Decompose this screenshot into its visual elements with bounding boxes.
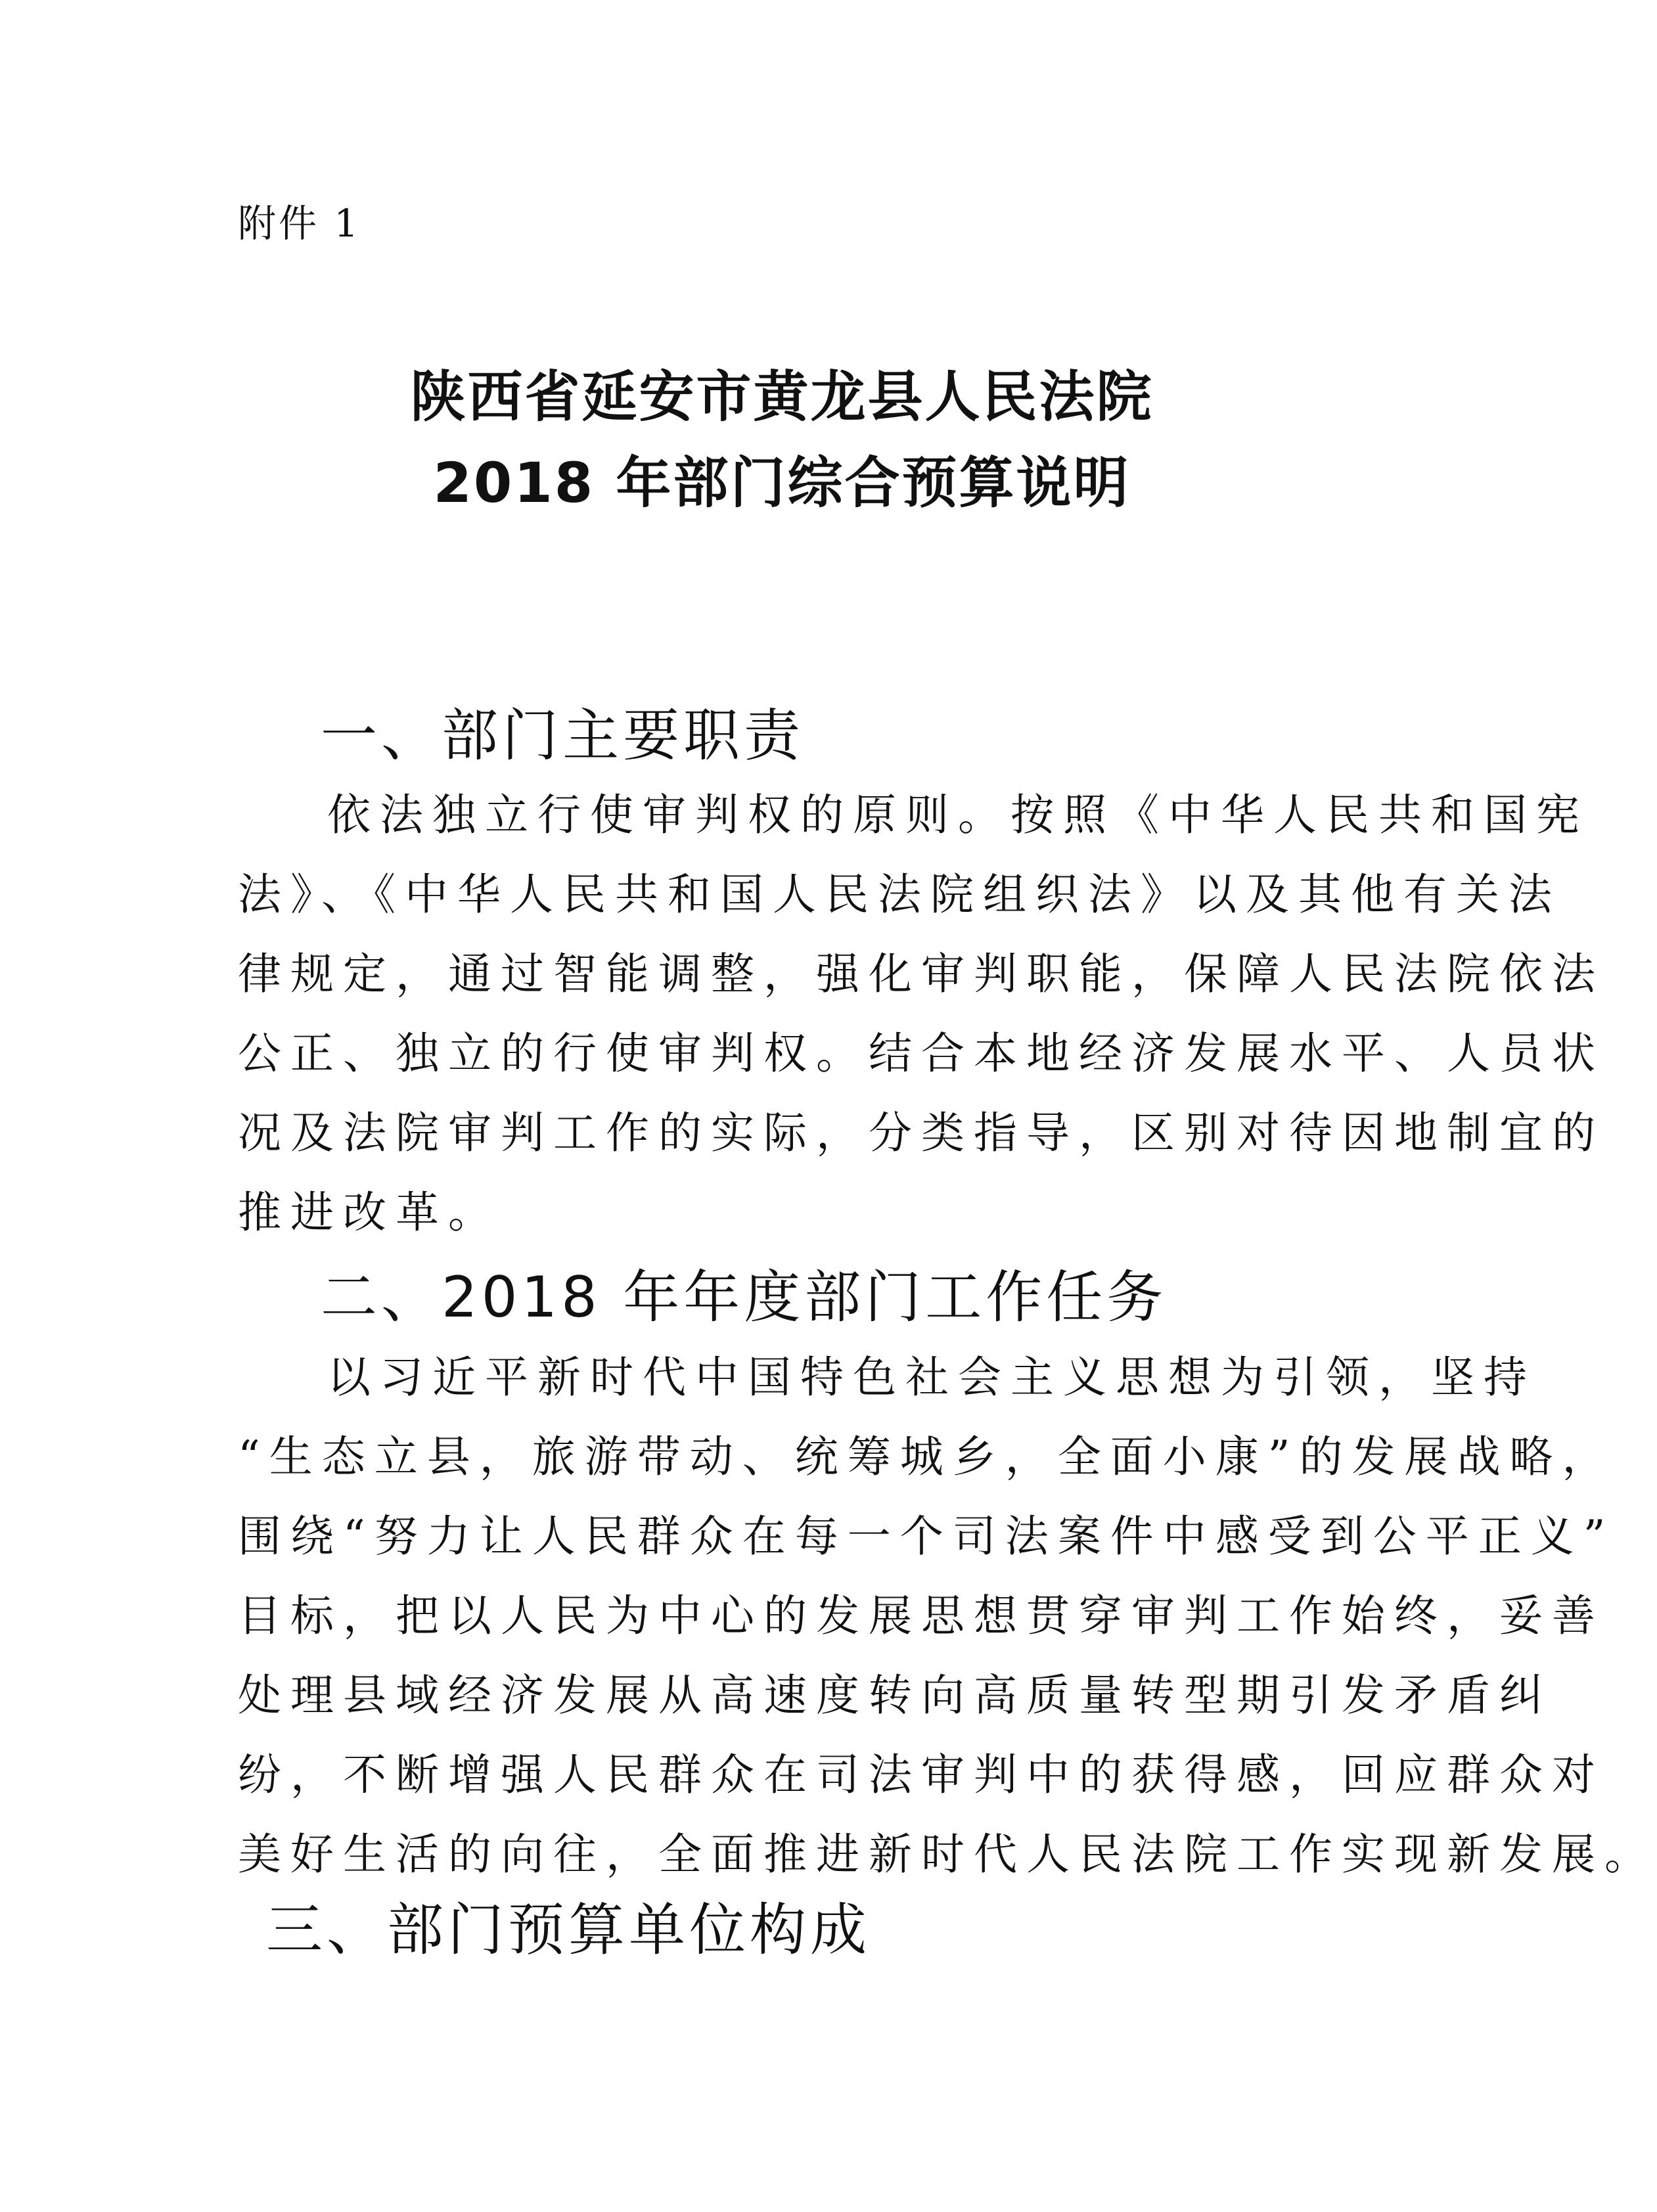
paragraph-line: 处理县域经济发展从高速度转向高质量转型期引发矛盾纠	[238, 1670, 1552, 1721]
section-body-annual-tasks	[238, 1338, 1657, 1894]
paragraph-line: 法》、《中华人民共和国人民法院组织法》以及其他有关法	[238, 869, 1561, 920]
paragraph-line: “生态立县，旅游带动、统筹城乡，全面小康”的发展战略，	[238, 1432, 1615, 1482]
paragraph-line: 美好生活的向往，全面推进新时代人民法院工作实现新发展。	[238, 1829, 1657, 1880]
section-heading-annual-tasks: 二、2018 年年度部门工作任务	[321, 1265, 1168, 1330]
paragraph-line: 纷，不断增强人民群众在司法审判中的获得感，回应群众对	[238, 1749, 1604, 1800]
section-heading-responsibilities: 一、部门主要职责	[321, 703, 804, 769]
section-body-responsibilities	[238, 775, 1604, 1252]
paragraph-line: 依法独立行使审判权的原则。按照《中华人民共和国宪	[327, 790, 1589, 840]
section-heading-budget-units: 三、部门预算单位构成	[266, 1897, 871, 1963]
paragraph-line: 目标，把以人民为中心的发展思想贯穿审判工作始终，妥善	[238, 1591, 1604, 1641]
paragraph-line: 律规定，通过智能调整，强化审判职能，保障人民法院依法	[238, 949, 1604, 999]
paragraph-line: 推进改革。	[238, 1187, 501, 1238]
paragraph-line: 公正、独立的行使审判权。结合本地经济发展水平、人员状	[238, 1028, 1604, 1079]
paragraph-line: 况及法院审判工作的实际，分类指导，区别对待因地制宜的	[238, 1108, 1604, 1158]
document-title-line-2: 2018 年部门综合预算说明	[433, 451, 1131, 515]
paragraph-line: 围绕“努力让人民群众在每一个司法案件中感受到公平正义”	[238, 1511, 1615, 1562]
document-title-line-1: 陕西省延安市黄龙县人民法院	[410, 365, 1154, 429]
attachment-label: 附件 1	[238, 201, 361, 246]
paragraph-line: 以习近平新时代中国特色社会主义思想为引领，坚持	[327, 1352, 1536, 1403]
